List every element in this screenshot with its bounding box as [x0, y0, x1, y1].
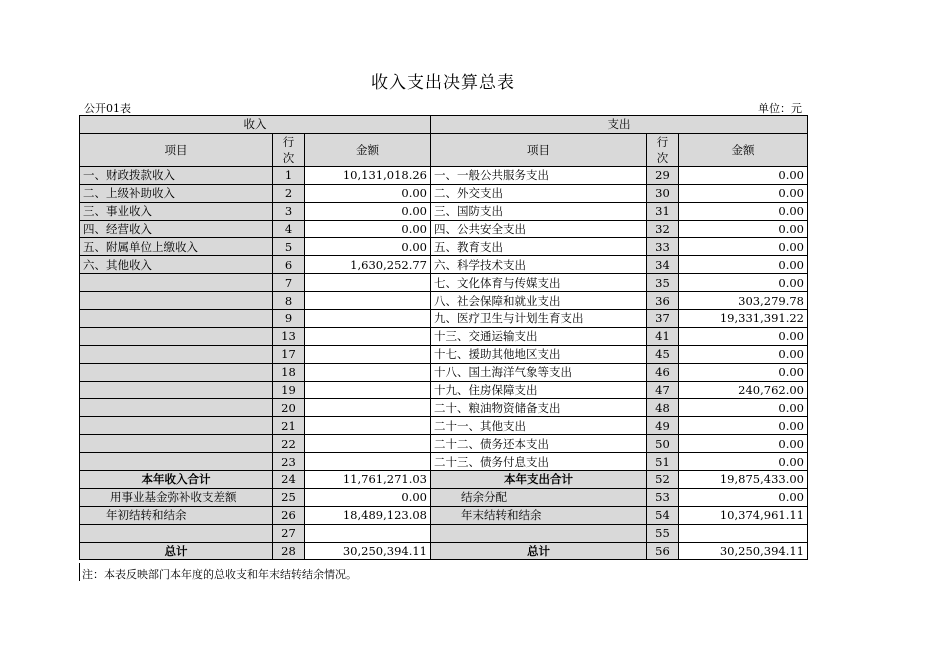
income-item — [80, 453, 273, 471]
expense-amount: 0.00 — [679, 166, 808, 184]
expense-line-no: 37 — [647, 310, 679, 328]
total-row — [80, 542, 808, 560]
income-line-no: 6 — [273, 256, 305, 274]
income-line-no: 18 — [273, 363, 305, 381]
expense-amount: 303,279.78 — [679, 292, 808, 310]
income-line-no: 9 — [273, 310, 305, 328]
table-row — [80, 310, 808, 328]
expense-line-no: 33 — [647, 238, 679, 256]
table-row — [80, 435, 808, 453]
income-expense-table — [79, 115, 808, 560]
expense-item: 二、外交支出 — [431, 184, 647, 202]
expense-amount: 0.00 — [679, 327, 808, 345]
expense-line-header: 行次 — [647, 133, 679, 166]
expense-line-no: 30 — [647, 184, 679, 202]
header-row-1 — [80, 116, 808, 134]
expense-amount: 0.00 — [679, 238, 808, 256]
income-item — [80, 310, 273, 328]
expense-line-no: 36 — [647, 292, 679, 310]
income-line-no: 23 — [273, 453, 305, 471]
expense-amount: 0.00 — [679, 184, 808, 202]
income-item — [80, 327, 273, 345]
income-item: 四、经营收入 — [80, 220, 273, 238]
income-amount — [305, 345, 431, 363]
table-row — [80, 488, 808, 506]
expense-line-no: 49 — [647, 417, 679, 435]
income-amount: 0.00 — [305, 488, 431, 506]
income-item — [80, 524, 273, 542]
expense-line-no: 52 — [647, 471, 679, 489]
expense-item: 四、公共安全支出 — [431, 220, 647, 238]
expense-item: 九、医疗卫生与计划生育支出 — [431, 310, 647, 328]
expense-item: 七、文化体育与传媒支出 — [431, 274, 647, 292]
income-amount — [305, 381, 431, 399]
table-row — [80, 238, 808, 256]
expense-item: 十三、交通运输支出 — [431, 327, 647, 345]
expense-line-no: 53 — [647, 488, 679, 506]
expense-line-no: 51 — [647, 453, 679, 471]
expense-item: 年末结转和结余 — [431, 506, 647, 524]
expense-line-no: 48 — [647, 399, 679, 417]
table-row — [80, 327, 808, 345]
income-amount — [305, 435, 431, 453]
expense-item: 十八、国土海洋气象等支出 — [431, 363, 647, 381]
income-line-no: 21 — [273, 417, 305, 435]
table-row — [80, 453, 808, 471]
expense-item: 六、科学技术支出 — [431, 256, 647, 274]
expense-amount: 0.00 — [679, 345, 808, 363]
header-row-2 — [80, 133, 808, 166]
expense-amount: 0.00 — [679, 417, 808, 435]
income-item: 总计 — [80, 542, 273, 560]
expense-item: 结余分配 — [431, 488, 647, 506]
income-item-header: 项目 — [80, 133, 273, 166]
expense-amount: 0.00 — [679, 220, 808, 238]
expense-amount — [679, 524, 808, 542]
expense-line-no: 46 — [647, 363, 679, 381]
expense-line-no: 31 — [647, 202, 679, 220]
income-line-no: 28 — [273, 542, 305, 560]
expense-item: 二十二、债务还本支出 — [431, 435, 647, 453]
table-row — [80, 274, 808, 292]
page-title: 收入支出决算总表 — [371, 73, 515, 93]
income-amount: 11,761,271.03 — [305, 471, 431, 489]
income-line-no: 24 — [273, 471, 305, 489]
income-line-no: 8 — [273, 292, 305, 310]
expense-line-no: 45 — [647, 345, 679, 363]
expense-line-no: 56 — [647, 542, 679, 560]
income-item — [80, 363, 273, 381]
income-amount: 0.00 — [305, 184, 431, 202]
income-amount: 0.00 — [305, 220, 431, 238]
subtotal-row — [80, 471, 808, 489]
expense-amount-header: 金额 — [679, 133, 808, 166]
table-row — [80, 399, 808, 417]
income-amount — [305, 399, 431, 417]
income-amount — [305, 453, 431, 471]
expense-item: 二十三、债务付息支出 — [431, 453, 647, 471]
expense-line-no: 29 — [647, 166, 679, 184]
income-item: 一、财政拨款收入 — [80, 166, 273, 184]
expense-amount: 0.00 — [679, 363, 808, 381]
income-amount: 0.00 — [305, 202, 431, 220]
income-amount — [305, 417, 431, 435]
expense-amount: 30,250,394.11 — [679, 542, 808, 560]
note-left-border — [79, 563, 80, 581]
table-row — [80, 345, 808, 363]
expense-item: 五、教育支出 — [431, 238, 647, 256]
income-line-no: 1 — [273, 166, 305, 184]
table-row — [80, 506, 808, 524]
expense-item-header: 项目 — [431, 133, 647, 166]
expense-amount: 240,762.00 — [679, 381, 808, 399]
income-line-no: 20 — [273, 399, 305, 417]
expense-item: 八、社会保障和就业支出 — [431, 292, 647, 310]
expense-amount: 0.00 — [679, 202, 808, 220]
income-amount — [305, 310, 431, 328]
expense-amount: 0.00 — [679, 435, 808, 453]
income-item: 本年收入合计 — [80, 471, 273, 489]
income-item: 年初结转和结余 — [80, 506, 273, 524]
income-line-no: 26 — [273, 506, 305, 524]
expense-amount: 0.00 — [679, 274, 808, 292]
expense-line-no: 54 — [647, 506, 679, 524]
expense-amount: 19,875,433.00 — [679, 471, 808, 489]
income-amount — [305, 327, 431, 345]
expense-item: 十七、援助其他地区支出 — [431, 345, 647, 363]
expense-amount: 0.00 — [679, 453, 808, 471]
expense-item: 三、国防支出 — [431, 202, 647, 220]
expense-line-no: 50 — [647, 435, 679, 453]
income-item — [80, 399, 273, 417]
expense-item: 二十、粮油物资储备支出 — [431, 399, 647, 417]
expense-amount: 10,374,961.11 — [679, 506, 808, 524]
income-amount — [305, 292, 431, 310]
expense-amount: 0.00 — [679, 256, 808, 274]
income-item — [80, 435, 273, 453]
income-amount — [305, 274, 431, 292]
income-item — [80, 274, 273, 292]
income-item — [80, 292, 273, 310]
income-header: 收入 — [80, 116, 431, 134]
expense-item: 一、一般公共服务支出 — [431, 166, 647, 184]
income-item — [80, 381, 273, 399]
income-amount: 18,489,123.08 — [305, 506, 431, 524]
income-line-no: 17 — [273, 345, 305, 363]
expense-item: 二十一、其他支出 — [431, 417, 647, 435]
income-line-no: 25 — [273, 488, 305, 506]
income-item — [80, 345, 273, 363]
income-amount — [305, 363, 431, 381]
expense-header: 支出 — [431, 116, 808, 134]
expense-amount: 0.00 — [679, 488, 808, 506]
table-row — [80, 381, 808, 399]
income-item: 用事业基金弥补收支差额 — [80, 488, 273, 506]
expense-item — [431, 524, 647, 542]
expense-line-no: 32 — [647, 220, 679, 238]
expense-item: 总计 — [431, 542, 647, 560]
income-line-header: 行次 — [273, 133, 305, 166]
income-item: 二、上级补助收入 — [80, 184, 273, 202]
expense-line-no: 35 — [647, 274, 679, 292]
income-item — [80, 417, 273, 435]
unit-label: 单位：元 — [758, 102, 802, 115]
income-amount — [305, 524, 431, 542]
expense-line-no: 47 — [647, 381, 679, 399]
form-number: 公开01表 — [84, 102, 131, 115]
expense-amount: 0.00 — [679, 399, 808, 417]
table-row — [80, 524, 808, 542]
income-item: 五、附属单位上缴收入 — [80, 238, 273, 256]
income-amount: 30,250,394.11 — [305, 542, 431, 560]
income-line-no: 2 — [273, 184, 305, 202]
income-line-no: 4 — [273, 220, 305, 238]
expense-amount: 19,331,391.22 — [679, 310, 808, 328]
income-line-no: 27 — [273, 524, 305, 542]
income-line-no: 13 — [273, 327, 305, 345]
table-row — [80, 292, 808, 310]
expense-line-no: 41 — [647, 327, 679, 345]
table-row — [80, 166, 808, 184]
income-amount: 1,630,252.77 — [305, 256, 431, 274]
table-row — [80, 256, 808, 274]
income-amount: 10,131,018.26 — [305, 166, 431, 184]
table-row — [80, 184, 808, 202]
expense-line-no: 55 — [647, 524, 679, 542]
expense-line-no: 34 — [647, 256, 679, 274]
expense-item: 本年支出合计 — [431, 471, 647, 489]
table-row — [80, 363, 808, 381]
table-row — [80, 417, 808, 435]
income-line-no: 7 — [273, 274, 305, 292]
income-line-no: 19 — [273, 381, 305, 399]
table-row — [80, 220, 808, 238]
income-line-no: 3 — [273, 202, 305, 220]
income-line-no: 5 — [273, 238, 305, 256]
footnote: 注：本表反映部门本年度的总收支和年末结转结余情况。 — [82, 568, 357, 581]
income-item: 六、其他收入 — [80, 256, 273, 274]
table-row — [80, 202, 808, 220]
income-item: 三、事业收入 — [80, 202, 273, 220]
income-line-no: 22 — [273, 435, 305, 453]
income-amount: 0.00 — [305, 238, 431, 256]
expense-item: 十九、住房保障支出 — [431, 381, 647, 399]
income-amount-header: 金额 — [305, 133, 431, 166]
